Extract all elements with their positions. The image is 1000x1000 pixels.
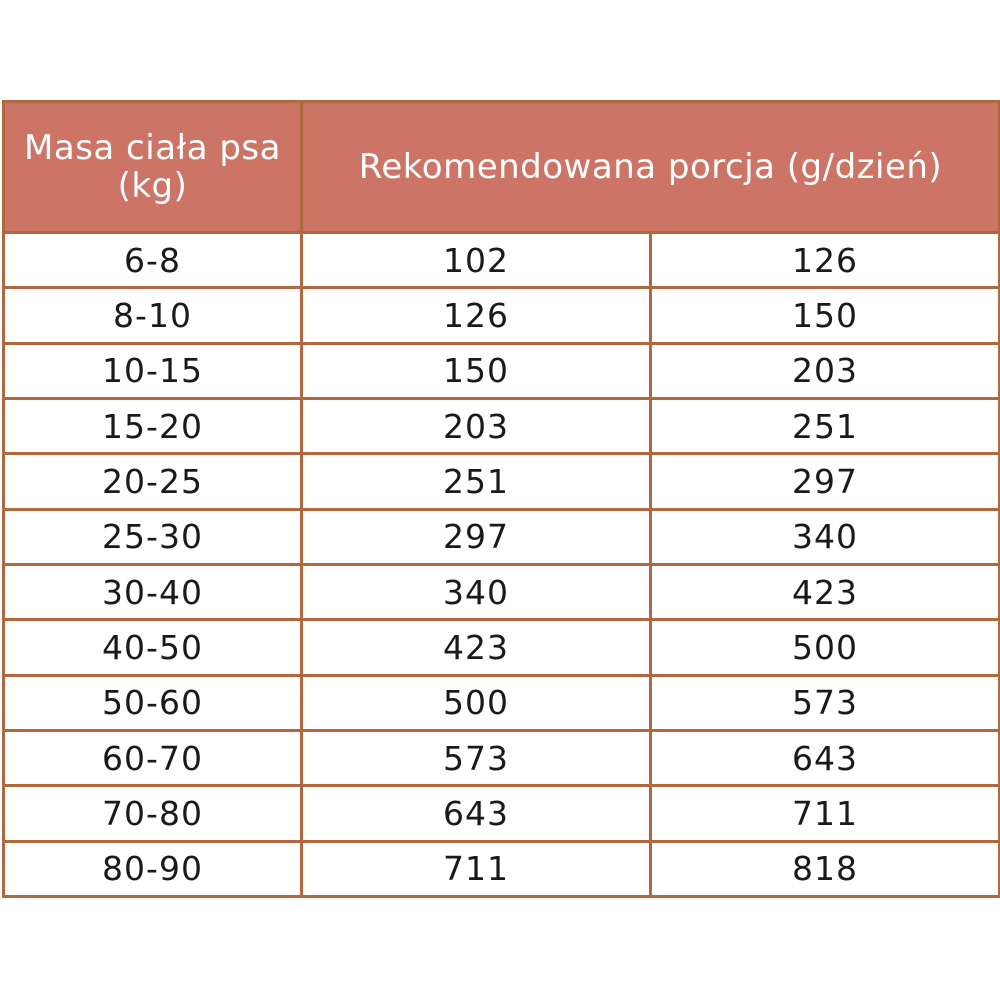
cell-portion-max: 340 xyxy=(651,509,1000,564)
cell-portion-min: 203 xyxy=(302,398,651,453)
cell-portion-min: 573 xyxy=(302,730,651,785)
cell-portion-max: 573 xyxy=(651,675,1000,730)
cell-portion-max: 643 xyxy=(651,730,1000,785)
cell-weight-range: 8-10 xyxy=(4,288,302,343)
cell-portion-min: 423 xyxy=(302,620,651,675)
cell-portion-min: 340 xyxy=(302,564,651,619)
table-row xyxy=(4,288,1000,343)
cell-weight-range: 30-40 xyxy=(4,564,302,619)
table-row xyxy=(4,233,1000,288)
cell-weight-range: 40-50 xyxy=(4,620,302,675)
cell-portion-min: 251 xyxy=(302,454,651,509)
header-portion: Rekomendowana porcja (g/dzień) xyxy=(302,102,1000,233)
table-row xyxy=(4,398,1000,453)
cell-weight-range: 60-70 xyxy=(4,730,302,785)
cell-weight-range: 10-15 xyxy=(4,343,302,398)
cell-portion-min: 126 xyxy=(302,288,651,343)
cell-portion-min: 500 xyxy=(302,675,651,730)
cell-portion-max: 297 xyxy=(651,454,1000,509)
cell-weight-range: 6-8 xyxy=(4,233,302,288)
cell-portion-max: 126 xyxy=(651,233,1000,288)
cell-portion-max: 150 xyxy=(651,288,1000,343)
cell-weight-range: 50-60 xyxy=(4,675,302,730)
cell-portion-min: 711 xyxy=(302,841,651,896)
table-row xyxy=(4,343,1000,398)
table-row xyxy=(4,675,1000,730)
table-body xyxy=(4,233,1000,897)
cell-portion-min: 297 xyxy=(302,509,651,564)
cell-portion-min: 150 xyxy=(302,343,651,398)
feeding-table xyxy=(2,100,1000,898)
table-row xyxy=(4,620,1000,675)
cell-portion-max: 818 xyxy=(651,841,1000,896)
cell-portion-max: 500 xyxy=(651,620,1000,675)
table-row xyxy=(4,564,1000,619)
cell-weight-range: 15-20 xyxy=(4,398,302,453)
cell-portion-min: 102 xyxy=(302,233,651,288)
table-row xyxy=(4,841,1000,896)
cell-portion-max: 711 xyxy=(651,786,1000,841)
cell-portion-max: 203 xyxy=(651,343,1000,398)
cell-portion-max: 251 xyxy=(651,398,1000,453)
cell-portion-min: 643 xyxy=(302,786,651,841)
header-row xyxy=(4,102,1000,233)
table-row xyxy=(4,509,1000,564)
cell-portion-max: 423 xyxy=(651,564,1000,619)
table-row xyxy=(4,730,1000,785)
table-header xyxy=(4,102,1000,233)
cell-weight-range: 25-30 xyxy=(4,509,302,564)
table-row xyxy=(4,786,1000,841)
table-row xyxy=(4,454,1000,509)
cell-weight-range: 80-90 xyxy=(4,841,302,896)
cell-weight-range: 70-80 xyxy=(4,786,302,841)
header-weight: Masa ciała psa (kg) xyxy=(4,102,302,233)
cell-weight-range: 20-25 xyxy=(4,454,302,509)
